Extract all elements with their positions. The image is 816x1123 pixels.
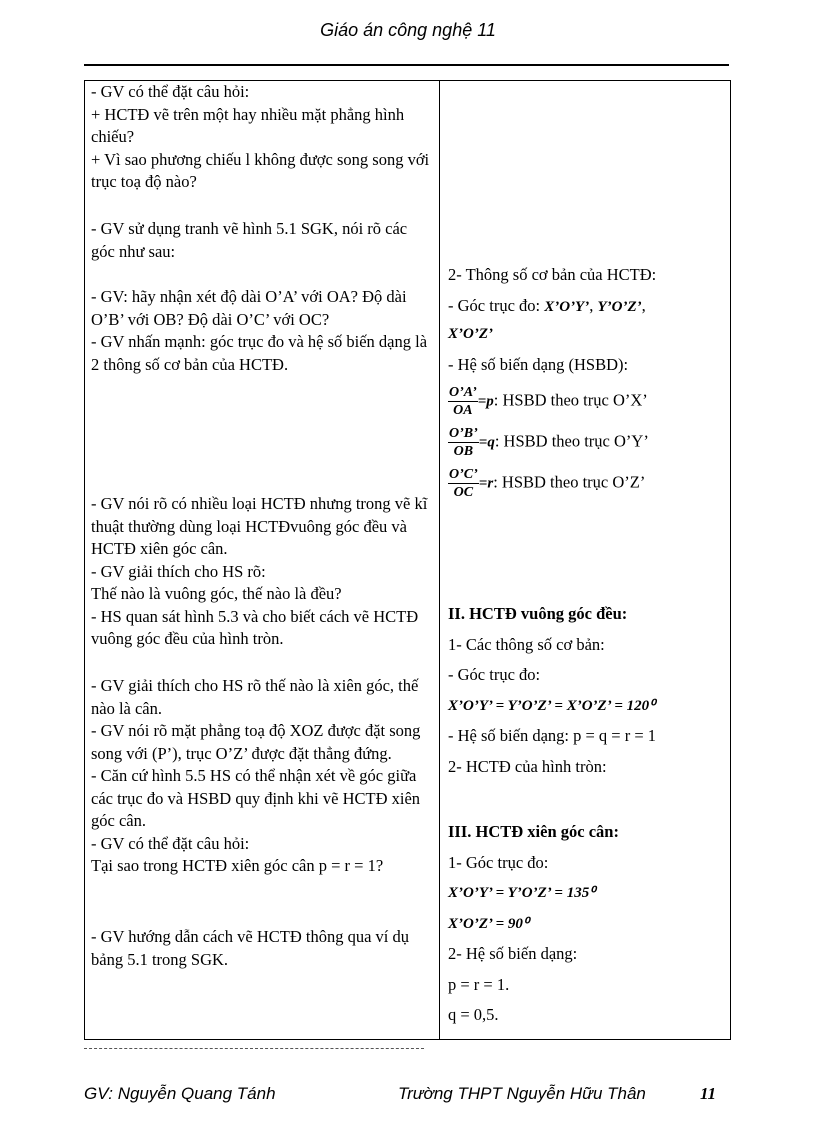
ratio-r: $\frac{O’C’}{OC}$ =r: HSBD theo trục O’Z’	[449, 467, 646, 500]
section3-item2: 2- Hệ số biến dạng:	[448, 944, 578, 963]
ratio-text: : HSBD theo trục O’Y’	[494, 431, 649, 451]
angle-xoy: X’O’Y’	[544, 298, 590, 315]
footer-teacher: GV: Nguyễn Quang Tánh	[84, 1084, 276, 1103]
left-text: - GV có thể đặt câu hỏi:	[91, 833, 250, 853]
ratio-var: r	[487, 475, 494, 492]
left-block-types	[91, 493, 433, 651]
left-block-questions	[91, 81, 433, 194]
footer-page-number: 11	[700, 1084, 717, 1103]
footer-school: Trường THPT Nguyễn Hữu Thân	[398, 1084, 646, 1103]
frac-den: OC	[453, 485, 474, 500]
frac-den: OB	[453, 444, 474, 459]
ratio-var: q	[487, 434, 495, 451]
axis-angle-line-2	[448, 322, 724, 346]
frac-num: O’C’	[449, 467, 478, 482]
params-heading: 2- Thông số cơ bản của HCTĐ:	[448, 265, 657, 284]
page-header-title: Giáo án công nghệ 11	[320, 20, 496, 40]
left-text: - GV giải thích cho HS rõ thế nào là xiên góc, thế nào là cân.	[91, 676, 419, 718]
left-block-figure	[91, 218, 433, 263]
section2-item1: 1- Các thông số cơ bản:	[448, 634, 605, 654]
left-text: - GV nói rõ mặt phẳng toạ độ XOZ được đặt song song với (P’), trục O’Z’ được đặt thẳng đứng.	[91, 721, 421, 763]
left-text: + Vì sao phương chiếu l không được song song với trục toạ độ nào?	[91, 149, 430, 191]
left-text: - GV hướng dẫn cách vẽ HCTĐ thông qua ví dụ bảng 5.1 trong SGK.	[91, 927, 409, 969]
distortion-label: - Hệ số biến dạng (HSBD):	[448, 354, 629, 374]
frac-num: O’A’	[449, 385, 477, 400]
section2-heading: II. HCTĐ vuông góc đều:	[448, 604, 628, 623]
section3-q: q = 0,5.	[448, 1005, 499, 1024]
left-text: - GV có thể đặt câu hỏi:	[91, 82, 250, 101]
section3-heading: III. HCTĐ xiên góc cân:	[448, 822, 619, 841]
left-text: - GV: hãy nhận xét độ dài O’A’ với OA? Độ dài O’B’ với OB? Độ dài O’C’ với OC?	[91, 287, 407, 329]
left-block-oblique	[91, 675, 433, 878]
axis-angle-label: - Góc trục đo:	[448, 295, 541, 315]
angle-xoz: X’O’Z’	[448, 326, 493, 342]
left-text: + HCTĐ vẽ trên một hay nhiều mặt phẳng hình chiếu?	[91, 104, 405, 146]
section2-angle-eq: X’O’Y’ = Y’O’Z’ = X’O’Z’ = 120⁰	[448, 697, 656, 714]
left-text: - GV nhấn mạnh: góc trục đo và hệ số biến dạng là 2 thông số cơ bản của HCTĐ.	[91, 332, 428, 374]
axis-angle-line: - Góc trục đo: X’O’Y’, Y’O’Z’,	[448, 295, 646, 315]
fraction	[448, 384, 478, 419]
left-text: - GV nói rõ có nhiều loại HCTĐ nhưng trong vẽ kĩ thuật thường dùng loại HCTĐvuông góc đều và HCTĐ xiên góc cân.	[91, 494, 428, 558]
left-text: - HS quan sát hình 5.3 và cho biết cách vẽ HCTĐ vuông góc đều của hình tròn.	[91, 606, 419, 648]
section2-coef: - Hệ số biến dạng: p = q = r = 1	[448, 726, 657, 745]
right-block-oblique	[448, 821, 724, 1035]
section3-eq2: X’O’Z’ = 90⁰	[448, 915, 529, 932]
left-block-lengths	[91, 286, 433, 376]
ratio-var: p	[486, 393, 494, 410]
section3-item1: 1- Góc trục đo:	[448, 852, 549, 872]
teacher-activity-column	[85, 81, 440, 1040]
frac-den: OA	[453, 403, 473, 418]
ratio-q: $\frac{O’B’}{OB}$ =q: HSBD theo trục O’Y’	[449, 426, 649, 459]
left-text: - GV sử dụng tranh vẽ hình 5.1 SGK, nói rõ các góc như sau:	[91, 219, 408, 261]
fraction	[448, 425, 479, 460]
right-block-params	[448, 264, 724, 509]
lesson-table	[84, 80, 731, 1040]
left-text: - GV giải thích cho HS rõ:	[91, 561, 266, 581]
section2-angle-label: - Góc trục đo:	[448, 665, 541, 684]
section3-eq1: X’O’Y’ = Y’O’Z’ = 135⁰	[448, 885, 596, 901]
right-block-isometric	[448, 603, 724, 786]
left-block-example	[91, 926, 433, 971]
header-rule	[84, 64, 729, 66]
ratio-text: : HSBD theo trục O’Z’	[493, 472, 646, 492]
fraction	[448, 466, 479, 501]
content-column	[440, 81, 731, 1040]
section2-item2: 2- HCTĐ của hình tròn:	[448, 756, 607, 776]
footer-rule	[84, 1048, 424, 1049]
left-text: Thế nào là vuông góc, thế nào là đều?	[91, 584, 342, 603]
ratio-text: : HSBD theo trục O’X’	[493, 390, 648, 410]
section3-pr: p = r = 1.	[448, 974, 510, 994]
angle-yoz: Y’O’Z’	[597, 298, 642, 315]
left-text: Tại sao trong HCTĐ xiên góc cân p = r = 1?	[91, 856, 384, 875]
frac-num: O’B’	[449, 426, 478, 441]
left-text: - Căn cứ hình 5.5 HS có thể nhận xét về góc giữa các trục đo và HSBD quy định khi vẽ HCTĐ xiên góc cân.	[91, 766, 421, 830]
ratio-p: $\frac{O’A’}{OA}$ =p: HSBD theo trục O’X’	[449, 385, 648, 418]
